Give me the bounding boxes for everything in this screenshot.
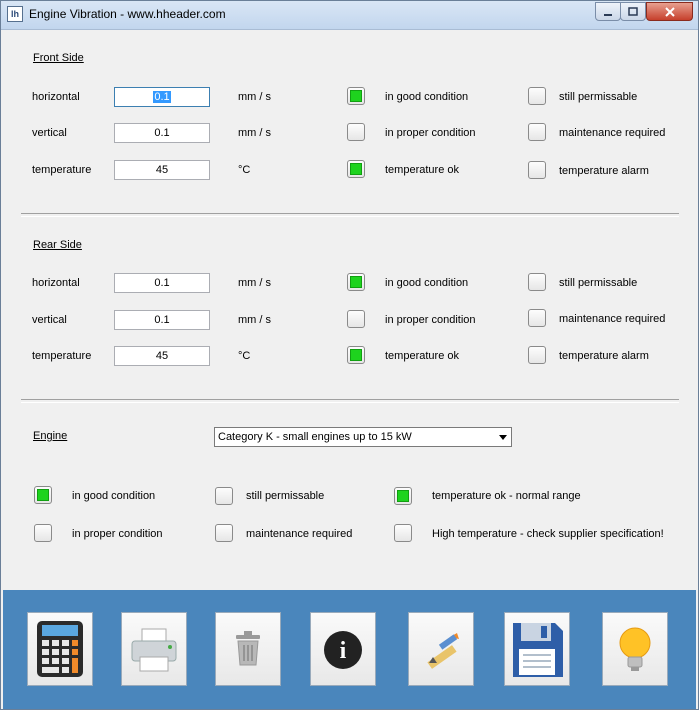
front-temperature-label: temperature — [32, 164, 92, 176]
rear-good-condition-label: in good condition — [385, 277, 469, 289]
rear-still-permissable-checkbox[interactable] — [528, 273, 546, 291]
front-temperature-alarm-checkbox[interactable] — [528, 161, 546, 179]
printer-icon — [122, 613, 186, 685]
front-temperature-ok-label: temperature ok — [385, 164, 459, 176]
edit-button[interactable] — [408, 612, 474, 686]
divider-front — [21, 213, 679, 217]
lightbulb-icon — [603, 613, 667, 685]
engine-maintenance-required-checkbox[interactable] — [215, 524, 233, 542]
front-maintenance-required-checkbox[interactable] — [528, 123, 546, 141]
front-horizontal-label: horizontal — [32, 91, 80, 103]
calculator-icon — [28, 613, 92, 685]
rear-side-title: Rear Side — [33, 239, 82, 251]
rear-vertical-unit: mm / s — [238, 314, 271, 326]
rear-proper-condition-checkbox[interactable] — [347, 310, 365, 328]
print-button[interactable] — [121, 612, 187, 686]
rear-horizontal-label: horizontal — [32, 277, 80, 289]
engine-good-condition-label: in good condition — [72, 490, 156, 502]
rear-temperature-ok-label: temperature ok — [385, 350, 459, 362]
minimize-button[interactable] — [595, 2, 621, 21]
rear-temperature-alarm-label: temperature alarm — [559, 350, 649, 362]
maximize-button[interactable] — [620, 2, 646, 21]
front-temperature-ok-checkbox[interactable] — [347, 160, 365, 178]
rear-horizontal-input[interactable]: 0.1 — [114, 273, 210, 293]
close-icon — [664, 6, 676, 18]
front-still-permissable-checkbox[interactable] — [528, 87, 546, 105]
engine-good-condition-checkbox[interactable] — [34, 486, 52, 504]
engine-proper-condition-label: in proper condition — [72, 528, 163, 540]
front-temperature-input[interactable]: 45 — [114, 160, 210, 180]
front-horizontal-value: 0.1 — [154, 91, 170, 103]
engine-proper-condition-checkbox[interactable] — [34, 524, 52, 542]
front-good-condition-label: in good condition — [385, 91, 469, 103]
rear-vertical-input[interactable]: 0.1 — [114, 310, 210, 330]
floppy-disk-icon — [505, 613, 569, 685]
front-maintenance-required-label: maintenance required — [559, 127, 666, 139]
bottom-toolbar — [3, 590, 696, 709]
front-vertical-unit: mm / s — [238, 127, 271, 139]
info-button[interactable] — [310, 612, 376, 686]
chevron-down-icon — [499, 435, 507, 440]
close-button[interactable] — [646, 2, 693, 21]
maximize-icon — [627, 6, 639, 18]
engine-still-permissable-checkbox[interactable] — [215, 487, 233, 505]
rear-still-permissable-label: still permissable — [559, 277, 638, 289]
rear-vertical-label: vertical — [32, 314, 67, 326]
rear-temperature-label: temperature — [32, 350, 92, 362]
window-title: Engine Vibration - www.hheader.com — [29, 7, 226, 21]
front-horizontal-unit: mm / s — [238, 91, 271, 103]
tip-button[interactable] — [602, 612, 668, 686]
rear-temperature-unit: °C — [238, 350, 251, 362]
engine-title: Engine — [33, 430, 68, 442]
front-still-permissable-label: still permissable — [559, 91, 638, 103]
engine-category-select[interactable] — [214, 427, 512, 447]
app-icon: lh — [7, 6, 23, 22]
rear-maintenance-required-label: maintenance required — [559, 313, 666, 325]
rear-maintenance-required-checkbox[interactable] — [528, 309, 546, 327]
engine-high-temperature-checkbox[interactable] — [394, 524, 412, 542]
title-bar — [1, 1, 698, 30]
front-proper-condition-checkbox[interactable] — [347, 123, 365, 141]
front-vertical-label: vertical — [32, 127, 67, 139]
rear-temperature-alarm-checkbox[interactable] — [528, 346, 546, 364]
delete-button[interactable] — [215, 612, 281, 686]
front-proper-condition-label: in proper condition — [385, 127, 476, 139]
front-temperature-unit: °C — [238, 164, 251, 176]
front-good-condition-checkbox[interactable] — [347, 87, 365, 105]
pencil-icon — [409, 613, 473, 685]
save-button[interactable] — [504, 612, 570, 686]
front-side-title: Front Side — [33, 52, 84, 64]
rear-good-condition-checkbox[interactable] — [347, 273, 365, 291]
rear-horizontal-unit: mm / s — [238, 277, 271, 289]
front-vertical-input[interactable]: 0.1 — [114, 123, 210, 143]
engine-maintenance-required-label: maintenance required — [246, 528, 353, 540]
main-panel — [3, 30, 696, 590]
engine-high-temperature-label: High temperature - check supplier specification! — [432, 528, 664, 540]
rear-proper-condition-label: in proper condition — [385, 314, 476, 326]
engine-still-permissable-label: still permissable — [246, 490, 325, 502]
info-glyph: i — [339, 638, 347, 664]
calculator-button[interactable] — [27, 612, 93, 686]
rear-temperature-input[interactable]: 45 — [114, 346, 210, 366]
front-horizontal-input[interactable] — [114, 87, 210, 107]
front-temperature-alarm-label: temperature alarm — [559, 165, 649, 177]
minimize-icon — [602, 6, 614, 18]
rear-temperature-ok-checkbox[interactable] — [347, 346, 365, 364]
trash-icon — [216, 613, 280, 685]
divider-rear — [21, 399, 679, 403]
engine-temperature-ok-checkbox[interactable] — [394, 487, 412, 505]
engine-category-value: Category K - small engines up to 15 kW — [218, 431, 412, 443]
engine-temperature-ok-label: temperature ok - normal range — [432, 490, 581, 502]
info-icon — [311, 613, 375, 685]
